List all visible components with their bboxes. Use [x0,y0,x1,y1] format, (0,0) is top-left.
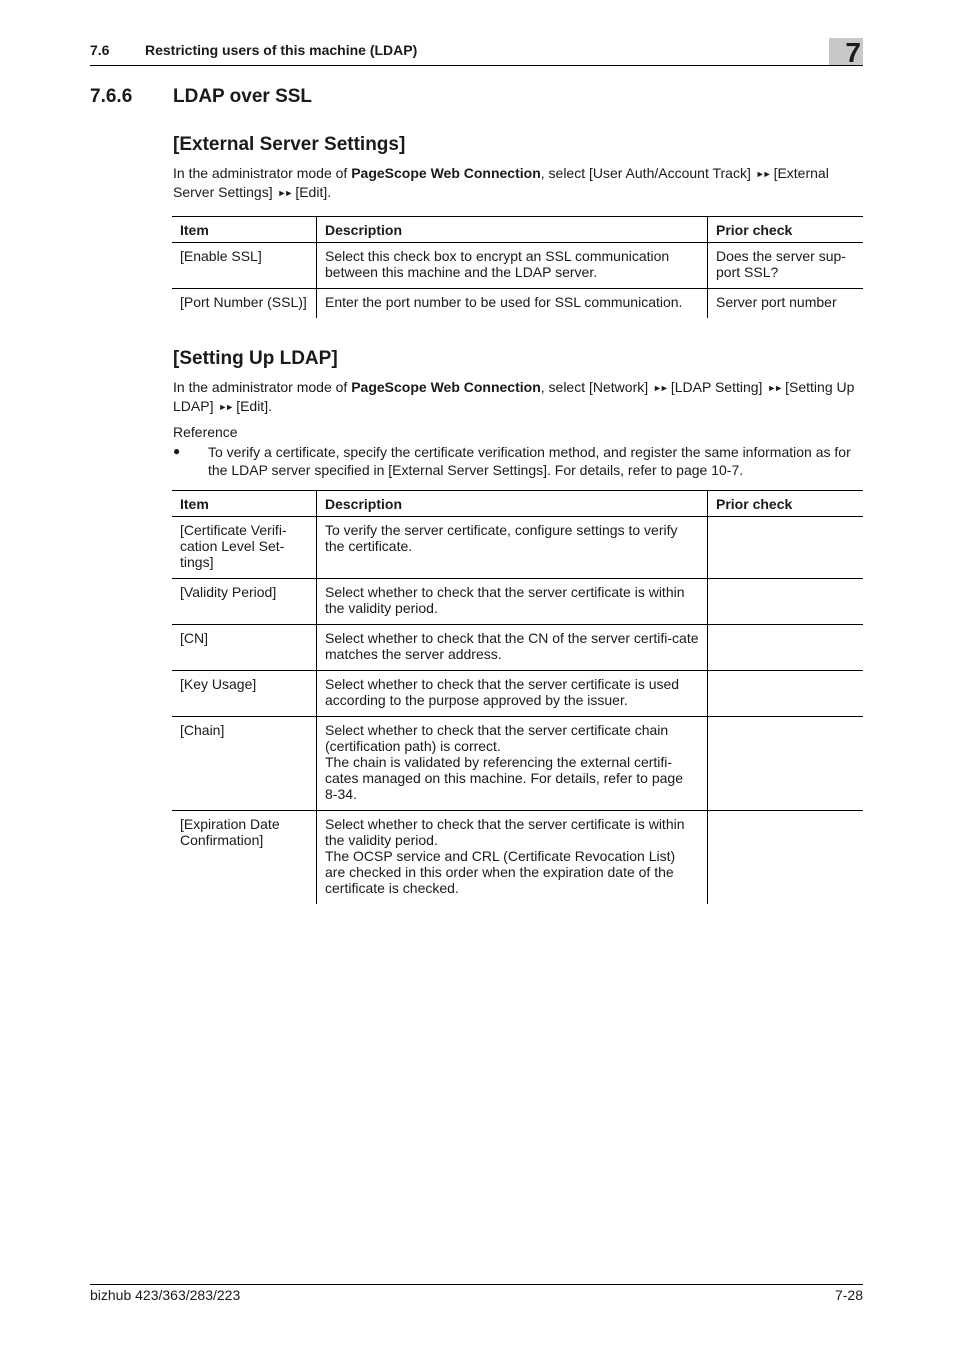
reference-label: Reference [173,424,238,440]
cell-item: [Certificate Verifi-cation Level Set-tings] [172,517,317,579]
cell-description: Enter the port number to be used for SSL communication. [317,289,708,319]
external-server-table [172,216,863,318]
footer-page-number: 7-28 [834,1287,863,1303]
menu-arrow-icon: ►► [653,383,667,393]
cell-item: [Port Number (SSL)] [172,289,317,319]
cell-prior-check [708,625,864,671]
cell-item: [CN] [172,625,317,671]
col-header-prior-check: Prior check [708,491,864,517]
menu-arrow-icon: ►► [767,383,782,393]
header-rule [90,65,863,66]
cell-description: Select whether to check that the server certificate is within the validity period. The OCSP service and CRL (Certificate Revocation List) are checked in this order when the expiration date of the certificate is checked. [317,811,708,905]
col-header-description: Description [317,491,708,517]
cell-item: [Validity Period] [172,579,317,625]
menu-arrow-icon: ►► [755,169,770,179]
cell-description: Select whether to check that the CN of the server certifi-cate matches the server address. [317,625,708,671]
setting-up-intro: In the administrator mode of PageScope Web Connection, select [Network] ►► [LDAP Setting] ►► [Setting Up LDAP] ►► [Edit]. [173,379,855,414]
cell-prior-check [708,717,864,811]
col-header-item: Item [172,491,317,517]
menu-arrow-icon: ►► [218,401,233,412]
section-number: 7.6.6 [90,86,133,107]
section-title: LDAP over SSL [173,86,313,107]
app-name: PageScope Web Connection [351,165,541,181]
cell-prior-check [708,517,864,579]
cell-description: Select this check box to encrypt an SSL communication between this machine and the LDAP server. [317,243,708,289]
cell-prior-check [708,579,864,625]
table-header-row [172,217,863,243]
cell-prior-check [708,671,864,717]
table-row [172,671,863,717]
col-header-description: Description [317,217,708,243]
cell-item: [Enable SSL] [172,243,317,289]
table-row [172,717,863,811]
cell-prior-check: Server port number [708,289,864,319]
cell-prior-check: Does the server sup-port SSL? [708,243,864,289]
footer-rule [90,1284,863,1285]
setting-up-table [172,490,863,904]
footer-model: bizhub 423/363/283/223 [90,1287,241,1303]
col-header-prior-check: Prior check [708,217,864,243]
header-section-title: Restricting users of this machine (LDAP) [145,42,418,58]
setting-up-heading: [Setting Up LDAP] [173,348,338,369]
cell-item: [Key Usage] [172,671,317,717]
table-row [172,243,863,289]
table-header-row [172,491,863,517]
cell-description: Select whether to check that the server certificate chain (certification path) is correct. The chain is validated by referencing the external certifi-cates managed on this machine. For details, refer to page 8-34. [317,717,708,811]
cell-description: Select whether to check that the server certificate is used according to the purpose approved by the issuer. [317,671,708,717]
col-header-item: Item [172,217,317,243]
reference-text: To verify a certificate, specify the certificate verification method, and register the same information as for the LDAP server specified in [External Server Settings]. For details, refer to page 10-7. [208,444,851,478]
header-section-number: 7.6 [90,42,110,58]
chapter-tab [829,37,863,68]
table-row [172,289,863,319]
menu-arrow-icon: ►► [277,187,292,198]
cell-description: Select whether to check that the server certificate is within the validity period. [317,579,708,625]
cell-item: [Expiration Date Confirmation] [172,811,317,905]
chapter-number: 7 [845,37,861,68]
bullet-icon: ● [173,444,181,458]
app-name: PageScope Web Connection [351,379,541,395]
table-row [172,625,863,671]
table-row [172,811,863,905]
external-server-intro: In the administrator mode of PageScope Web Connection, select [User Auth/Account Track] ►► [External Server Settings] ►► [Edit]. [173,165,829,200]
table-row [172,579,863,625]
external-server-heading: [External Server Settings] [173,134,406,155]
cell-description: To verify the server certificate, configure settings to verify the certificate. [317,517,708,579]
table-row [172,517,863,579]
cell-item: [Chain] [172,717,317,811]
cell-prior-check [708,811,864,905]
